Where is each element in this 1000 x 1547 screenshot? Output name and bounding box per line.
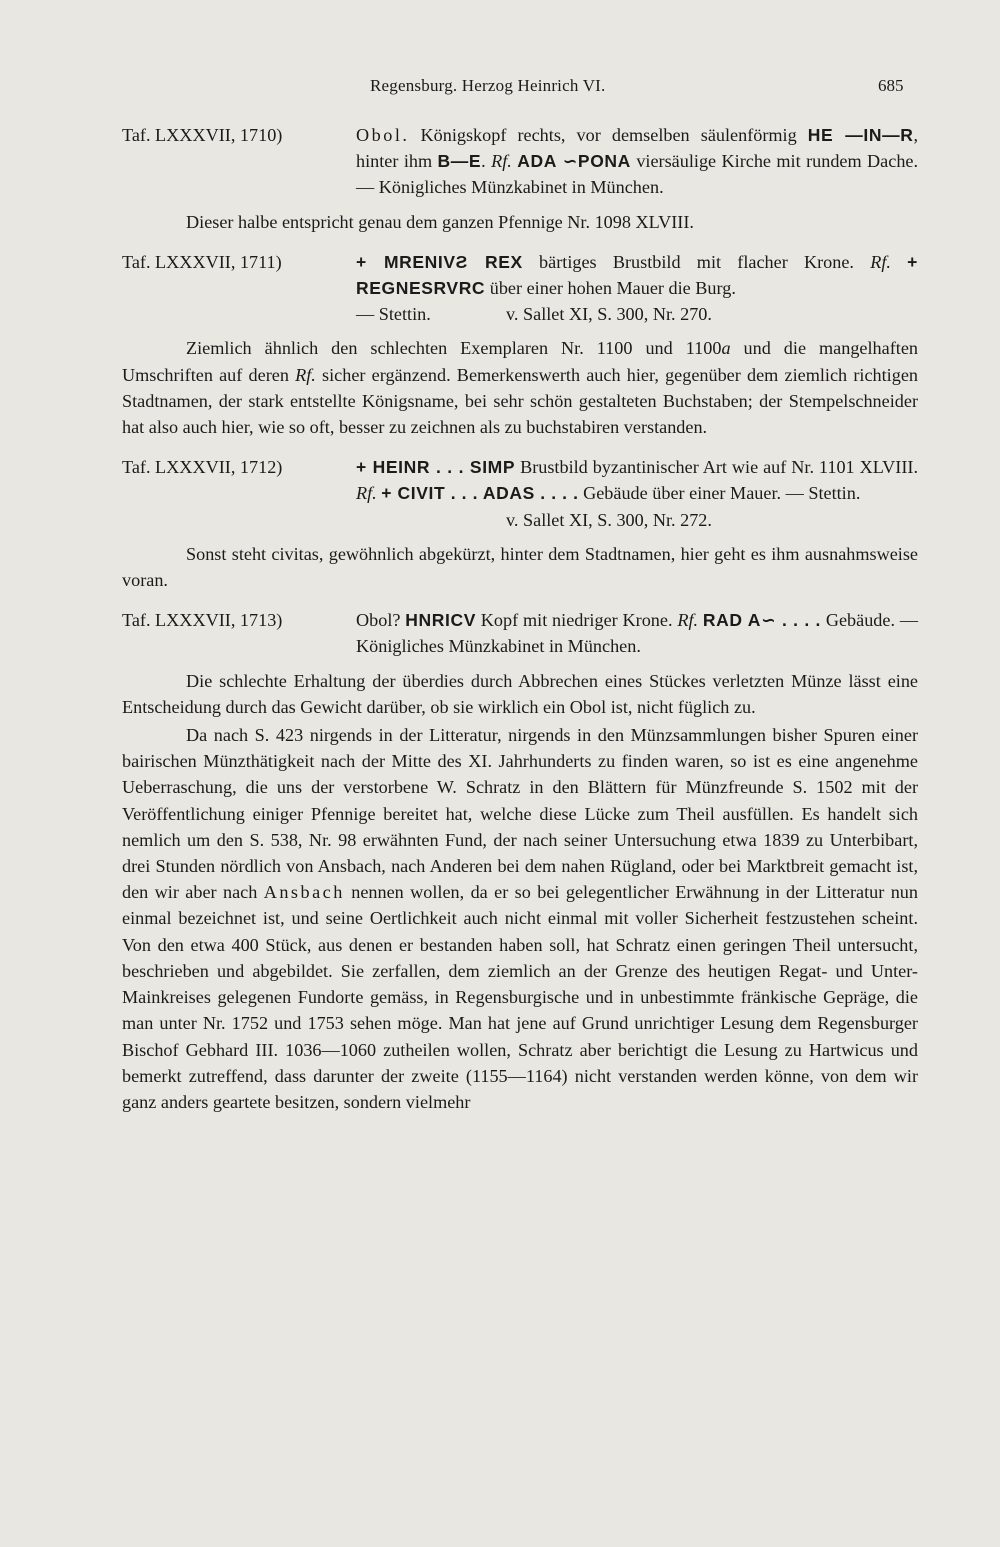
description-text: , hinter ihm [356,125,918,172]
reverse-abbrev: Rf. [295,364,316,385]
coin-legend: RAD A∽ . . . . [702,610,821,631]
coin-legend: B—E [437,151,482,172]
paragraph-text: Ziemlich ähnlich den schlechten Exemplaren Nr. 1100 und 1100 [186,338,722,359]
description-text: Kopf mit niedriger Krone. [475,610,678,631]
coin-legend: + REGNESRVRC [356,251,918,299]
location: — Stettin. [356,304,431,325]
citation: v. Sallet XI, S. 300, Nr. 272. [506,509,712,530]
description-text: Königskopf rechts, vor demselben säulenförmig [409,125,808,145]
coin-entry-1713 [122,607,918,659]
reverse-abbrev: Rf. [491,151,512,172]
running-title: Regensburg. Herzog Heinrich VI. [370,76,606,95]
page-number: 685 [878,76,904,95]
citation-line [356,301,918,327]
paragraph-text: nennen wollen, da er so bei gelegentlicher Erwähnung in der Litteratur nun einmal bezeichnet ist, und seine Oertlichkeit auch nicht einmal mit voller Sicherheit festzustehen scheint. Von den etwa 400 Stück, aus denen er bestanden haben soll, hat Schratz einen geringen Theil untersucht, beschrieben und abgebildet. Sie zerfallen, dem ziemlich an der Grenze des heutigen Regat- und Unter-Mainkreises gelegenen Fundorte gemäss, in Regensburgische und in unbestimmte fränkische Gepräge, die man unter Nr. 1752 und 1753 sehen möge. Man hat jene auf Grund unrichtiger Lesung dem Regensburger Bischof Gebhard III. 1036—1060 zutheilen wollen, Schratz aber berichtigt die Lesung zu Hartwicus und bemerkt zutreffend, dass darunter der zweite (1155—1164) nicht verstanden werden könne, von dem wir ganz anders geartete besitzen, sondern vielmehr [122,882,918,1112]
reverse-abbrev: Rf. [870,251,891,272]
coin-description [356,607,918,659]
coin-description [356,249,918,328]
description-text: viersäulige Kirche mit rundem Dache. — Königliches Münzkabinet in München. [356,151,919,198]
coin-legend: + HEINR . . . SIMP [356,457,516,478]
description-text: bärtiges Brustbild mit flacher Krone. [522,251,871,272]
coin-legend: + MRENIVƧ REX [356,251,523,272]
description-text: . [481,151,492,172]
paragraph: Dieser halbe entspricht genau dem ganzen Pfennige Nr. 1098 XLVIII. [186,211,694,232]
denomination: Obol. [356,125,410,145]
citation: v. Sallet XI, S. 300, Nr. 270. [506,304,712,325]
coin-entry-1710 [122,122,918,201]
plate-reference: Taf. LXXXVII, 1710) [122,125,283,145]
paragraph-text: und die mangelhaften Umschriften auf deren [122,338,918,385]
coin-entry-1711 [122,249,918,328]
coin-description [356,122,918,201]
italic-suffix: a [721,338,731,359]
coin-description [356,454,918,533]
paragraph: Die schlechte Erhaltung der überdies durch Abbrechen eines Stückes verletzten Münze lässt eine Entscheidung durch das Gewicht darüber, ob sie wirklich ein Obol ist, nicht füglich zu. [122,670,918,717]
coin-legend: HNRICV [405,610,476,631]
reverse-abbrev: Rf. [677,610,699,631]
paragraph-text: sicher ergänzend. Bemerkenswerth auch hier, gegenüber dem ziemlich richtigen Stadtnamen, der stark entstellte Königsname, bei sehr schön gestalteten Buchstaben; der Stempelschneider hat also auch hier, wie so oft, besser zu zeichnen als zu buchstabiren verstanden. [122,364,918,438]
reverse-abbrev: Rf. [356,483,377,504]
paragraph-text: Da nach S. 423 nirgends in der Litteratur, nirgends in den Münzsammlungen bisher Spuren einer bairischen Münzthätigkeit nach der Mitte des XI. Jahrhunderts zu finden waren, so ist es eine angenehme Ueberraschung, die uns der verstorbene W. Schratz in den Blättern für Münzfreunde S. 1502 mit der Veröffentlichung einiger Pfennige bereitet hat, welche diese Lücke zum Theil ausfüllen. Es handelt sich nemlich um den S. 538, Nr. 98 erwähnten Fund, der nach seiner Untersuchung etwa 1839 zu Unterbibart, drei Stunden nördlich von Ansbach, nach Anderen bei dem nahen Rügland, oder bei Marktbreit gemacht ist, den wir aber nach [122,725,918,903]
coin-legend: HE —IN—R [807,125,914,145]
denomination: Obol? [356,610,401,631]
paragraph [122,335,918,440]
description-text: Gebäude über einer Mauer. — Stettin. [578,483,861,504]
plate-reference: Taf. LXXXVII, 1712) [122,457,283,478]
coin-legend: ADA ∽PONA [517,151,631,172]
plate-reference: Taf. LXXXVII, 1713) [122,610,283,631]
description-text [891,252,907,272]
description-text: über einer hohen Mauer die Burg. [485,278,736,299]
paragraph: Sonst steht civitas, gewöhnlich abgekürzt, hinter dem Stadtnamen, hier geht es ihm ausnahmsweise voran. [122,543,918,591]
plate-reference: Taf. LXXXVII, 1711) [122,251,282,272]
spaced-word: Ansbach [263,882,345,903]
description-text: Gebäude. — Königliches Münzkabinet in München. [356,610,919,657]
coin-entry-1712 [122,454,918,533]
description-text: Brustbild byzantinischer Art wie auf Nr. 1101 XLVIII. [515,457,918,478]
coin-legend: + CIVIT . . . ADAS . . . . [381,483,579,504]
page-body [122,122,918,1115]
running-header [0,76,1000,100]
paragraph [122,722,918,1115]
